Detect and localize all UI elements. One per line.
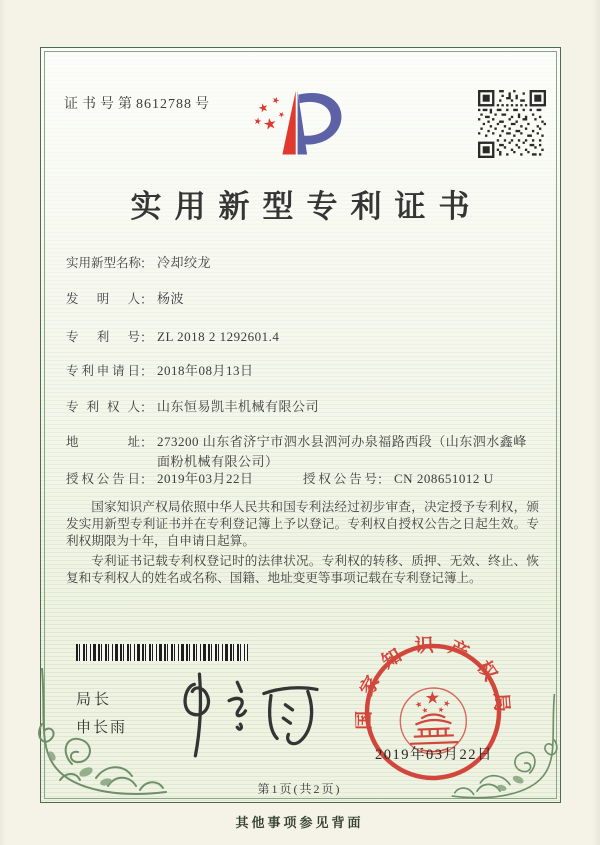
field-row-filing-date xyxy=(66,361,254,381)
certificate-number-suffix: 号 xyxy=(195,97,213,112)
field-value: 2018年08月13日 xyxy=(157,363,254,378)
field-colon: ： xyxy=(140,364,154,379)
field-label: 实用新型名称 xyxy=(66,256,142,270)
field-colon: ： xyxy=(140,435,154,450)
field-value: ZL 2018 2 1292601.4 xyxy=(157,329,280,344)
field-label: 发明人 xyxy=(66,292,140,306)
field-colon: ： xyxy=(140,472,154,487)
field-value: 2019年03月22日 xyxy=(157,471,254,486)
field-label: 专利号 xyxy=(66,330,140,344)
cnipa-logo-icon xyxy=(252,88,347,164)
seal-date: 2019年03月22日 xyxy=(375,747,493,763)
commissioner-name: 申长雨 xyxy=(76,720,128,736)
paragraph-register-statement: 专利证书记载专利权登记时的法律状况。专利权的转移、质押、无效、终止、恢复和专利权人的姓名或名称、国籍、地址变更等事项记载在专利登记簿上。 xyxy=(66,553,539,585)
paragraph-grant-statement: 国家知识产权局依照中华人民共和国专利法经过初步审查，决定授予专利权，颁发实用新型专利证书并在专利登记簿上予以登记。专利权自授权公告之日起生效。专利权期限为十年，自申请日起算。 xyxy=(66,500,539,548)
field-value: 273200 山东省济宁市泗水县泗河办泉福路西段（山东泗水鑫峰面粉机械有限公司） xyxy=(157,434,527,469)
certificate-title: 实用新型专利证书 xyxy=(130,189,483,224)
field-label: 专利申请日 xyxy=(66,364,140,378)
back-note: 其他事项参见背面 xyxy=(235,815,364,830)
field-value: CN 208651012 U xyxy=(394,471,494,486)
field-label: 地址 xyxy=(66,435,140,449)
field-label: 专利权人 xyxy=(66,400,140,414)
field-value: 冷却绞龙 xyxy=(157,255,212,270)
certificate-number-prefix: 证书号第 xyxy=(64,97,136,112)
svg-text:国家知识产权局 xyxy=(352,631,513,730)
field-row-utility-model-name xyxy=(66,253,211,273)
field-row-patentee xyxy=(66,397,319,417)
field-row-grant-number xyxy=(303,469,493,489)
page-number: 第1页(共2页) xyxy=(257,782,342,796)
field-value: 杨波 xyxy=(157,291,185,306)
official-seal-icon xyxy=(352,631,513,792)
field-colon: ： xyxy=(140,330,154,345)
barcode xyxy=(76,644,248,661)
seal-text: 国家知识产权局 xyxy=(353,634,514,730)
commissioner-title: 局长 xyxy=(76,692,113,708)
field-row-patent-number xyxy=(66,327,279,347)
certificate-number xyxy=(64,93,213,113)
field-label: 授权公告号 xyxy=(303,472,377,486)
statutory-text xyxy=(66,499,539,590)
field-row-inventor xyxy=(66,289,184,309)
field-row-grant-date xyxy=(66,469,254,489)
commissioner-signature xyxy=(165,670,330,762)
field-label: 授权公告日 xyxy=(66,472,140,486)
field-colon: ： xyxy=(140,292,154,307)
field-colon: ： xyxy=(140,400,154,415)
field-colon: ： xyxy=(377,472,391,487)
field-colon: ： xyxy=(140,256,154,271)
field-value: 山东恒易凯丰机械有限公司 xyxy=(157,399,320,414)
qr-code xyxy=(478,90,546,158)
certificate-number-value: 8612788 xyxy=(136,97,192,112)
field-row-address xyxy=(66,432,539,472)
